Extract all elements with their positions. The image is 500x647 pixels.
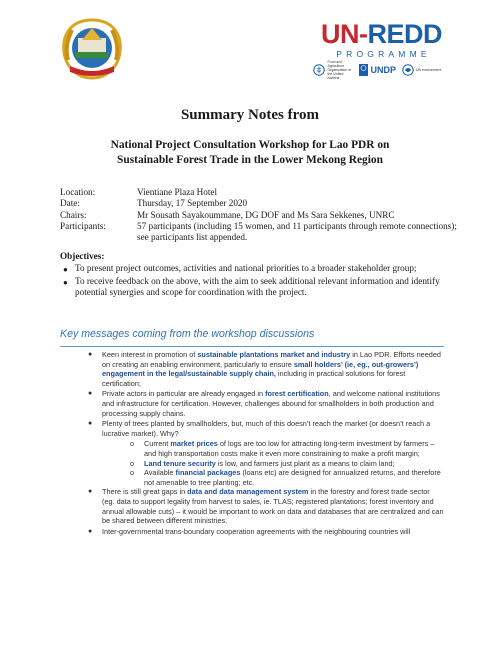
- lao-national-emblem: [56, 16, 128, 82]
- circle-bullet-icon: o: [130, 458, 135, 468]
- subtitle-line-2: Sustainable Forest Trade in the Lower Mekong Region: [117, 154, 383, 166]
- message-highlight: data and data management system: [187, 487, 309, 497]
- message-highlight: financial packages: [175, 468, 241, 478]
- message-text-part: Keen interest in promotion of: [102, 350, 198, 359]
- message-text-part: There is still great gaps in: [102, 487, 188, 497]
- circle-bullet-icon: o: [130, 439, 135, 449]
- undp-icon: [359, 64, 368, 76]
- detail-row-location: [60, 187, 457, 198]
- key-messages-list: [88, 350, 444, 537]
- detail-value: Vientiane Plaza Hotel: [137, 187, 218, 197]
- message-text-part: in Lao PDR. Efforts needed on creating an enabling environment, particularly to ensure: [102, 350, 441, 369]
- logo-redd-text: REDD: [367, 19, 442, 49]
- unep-text: UN environment: [416, 68, 442, 72]
- list-item: [88, 487, 444, 526]
- logo-un-text: UN-: [320, 19, 368, 49]
- bullet-icon: ●: [88, 488, 93, 496]
- detail-row-date: [60, 198, 457, 209]
- message-text-part: Private actors in particular are already engaged in: [102, 389, 266, 399]
- detail-row-chairs: [60, 210, 457, 221]
- unep-icon: [402, 64, 414, 76]
- detail-value: Mr Sousath Sayakoummane, DG DOF and Ms Sara Sekkenes, UNRC: [137, 209, 395, 220]
- circle-bullet-icon: o: [130, 468, 135, 478]
- message-text: [102, 487, 444, 525]
- unep-logo: [402, 64, 442, 76]
- objective-text: To present project outcomes, activities and national priorities to a broader stakeholder group;: [75, 263, 417, 274]
- objective-text: To receive feedback on the above, with the aim to seek additional relevant information and identify potential synergies and scope for coordination with the project.: [75, 275, 440, 297]
- message-text-part: , and welcome national institutions and infrastructure for certification. However, challenges abound for smallholders in both production and processing supply chains.: [102, 389, 440, 418]
- detail-row-participants: [60, 221, 457, 244]
- message-text-part: Current: [144, 439, 171, 449]
- message-text-part: (loans etc) are designed for annualized returns, and therefore not amenable to tree planting; etc.: [144, 468, 441, 487]
- meeting-details: [60, 187, 457, 243]
- message-text-part: of logs are too low for attracting long-term investment by farmers – and high transportation costs make it even more constraining to make a profit margin;: [144, 439, 435, 458]
- partner-logos: [313, 60, 442, 80]
- message-highlight: market prices: [170, 439, 218, 449]
- sub-list-item: [130, 439, 444, 458]
- fao-text: Food and Agriculture Organization of the United Nations: [327, 60, 352, 80]
- bullet-icon: ●: [88, 351, 93, 358]
- sub-message-text: [144, 468, 444, 487]
- document-subtitle: [0, 138, 500, 168]
- message-text-part: including in practical solutions for forest certification;: [102, 369, 406, 388]
- list-item: [63, 276, 445, 299]
- document-title-block: [0, 107, 500, 168]
- detail-label: Chairs:: [60, 209, 87, 220]
- detail-label: Date:: [60, 198, 80, 209]
- message-text: Inter-governmental trans-boundary cooperation agreements with the neighbouring countries will: [102, 526, 411, 536]
- message-text-part: in the forestry and forest trade sector (eg. data to support legality from harvest to sales, ie. TLAS; registered plantations; forest inventory and annual allowable cuts) – it would be important to work on data and databases that are centralized and can be shared between different ministries.: [102, 487, 444, 526]
- fao-icon: [313, 64, 325, 76]
- sub-list-item: [130, 468, 444, 487]
- objectives-list: [60, 263, 445, 298]
- logo-programme-text: PROGRAMME: [336, 49, 431, 59]
- list-item: [88, 389, 444, 418]
- list-item: [88, 350, 444, 388]
- list-item: [88, 526, 444, 537]
- undp-text: UNDP: [370, 64, 396, 75]
- message-text: Plenty of trees planted by smallholders, but, much of this doesn’t reach the market (or doesn’t reach a lucrative market). Why?: [102, 419, 431, 438]
- sub-message-text: [144, 439, 444, 458]
- detail-label: Participants:: [60, 220, 106, 231]
- message-highlight: forest certification: [265, 389, 329, 399]
- un-redd-logo: [321, 20, 442, 59]
- sub-list-item: [130, 459, 444, 469]
- message-text: [102, 350, 444, 388]
- undp-logo: [359, 64, 396, 76]
- detail-value: 57 participants (including 15 women, and 11 participants through remote connections); see participants list appended.: [137, 220, 457, 243]
- bullet-icon: ●: [63, 265, 68, 275]
- bullet-icon: ●: [88, 390, 93, 398]
- message-highlight: small holders’ (ie, eg., out-growers’) engagement in the legal/sustainable supply chain,: [102, 359, 419, 379]
- key-messages-heading: [60, 324, 444, 347]
- bullet-icon: ●: [88, 527, 93, 535]
- bullet-icon: ●: [88, 420, 93, 428]
- document-title: Summary Notes from: [180, 107, 320, 123]
- list-item: [63, 263, 445, 275]
- message-highlight: sustainable plantations market and industry: [197, 350, 351, 359]
- detail-value: Thursday, 17 September 2020: [137, 198, 248, 209]
- detail-label: Location:: [60, 187, 96, 197]
- message-text-part: Available: [144, 468, 176, 478]
- list-item: [88, 419, 444, 438]
- message-text: [102, 389, 444, 418]
- objectives-section: [60, 251, 445, 298]
- bullet-icon: ●: [63, 277, 68, 287]
- message-highlight: Land tenure security: [144, 458, 216, 468]
- fao-logo: [313, 60, 353, 80]
- key-messages-title: Key messages coming from the workshop discussions: [60, 328, 315, 340]
- objectives-heading: Objectives:: [60, 251, 105, 261]
- subtitle-line-1: National Project Consultation Workshop for Lao PDR on: [110, 139, 390, 151]
- message-text-part: is low, and farmers just plant as a means to claim land;: [215, 458, 395, 468]
- sub-message-text: [144, 459, 395, 469]
